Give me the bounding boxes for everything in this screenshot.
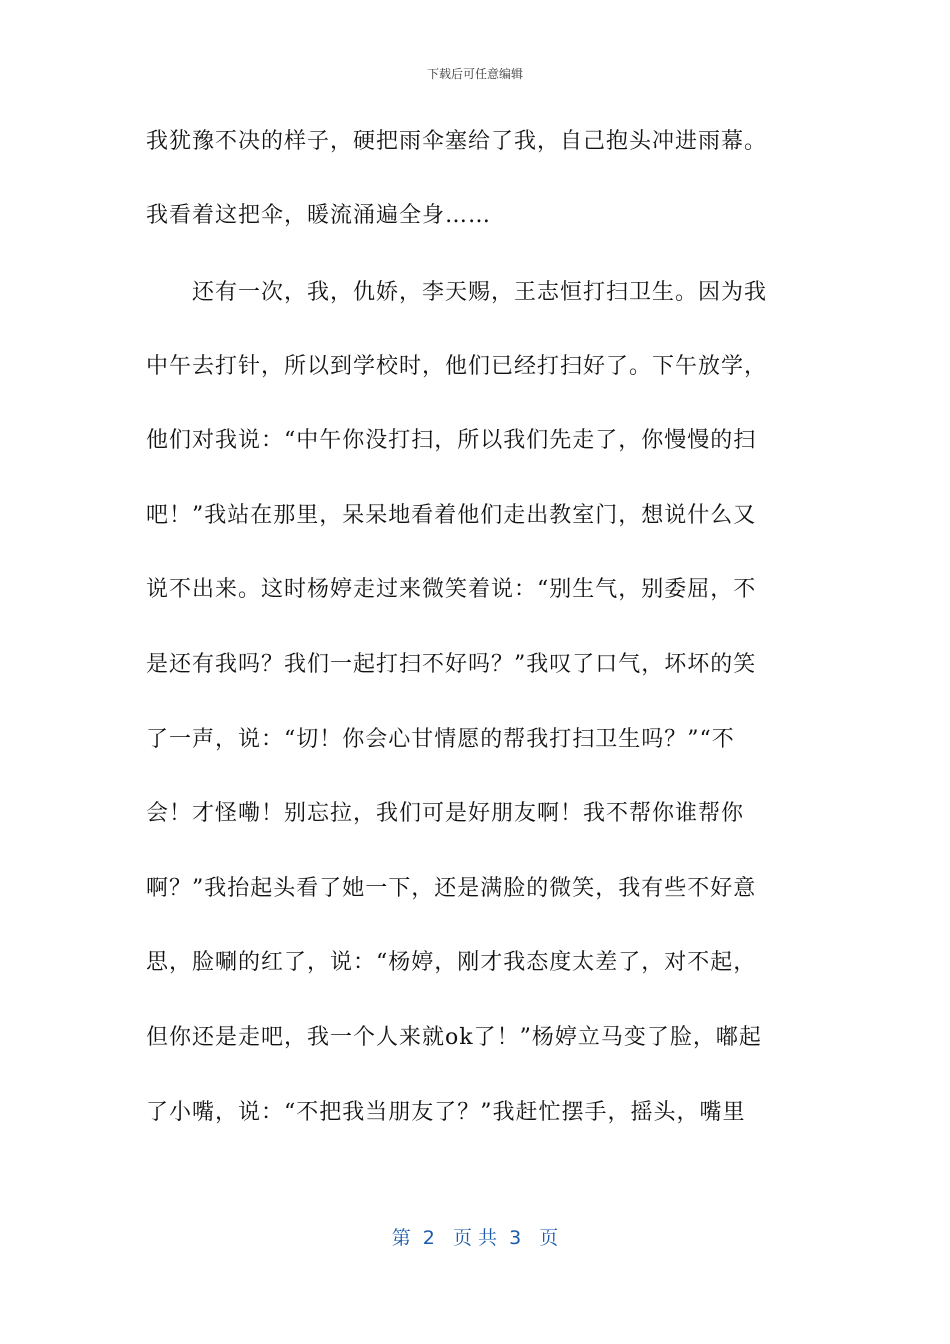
page-header: 下载后可任意编辑 [426,67,523,81]
text-line: 我看着这把伞，暖流涌遍全身…… [146,203,492,228]
text-line: 了一声，说：“切！你会心甘情愿的帮我打扫卫生吗？”“不 [146,727,735,752]
text-line: 吧！”我站在那里，呆呆地看着他们走出教室门，想说什么又 [146,503,757,528]
text-line-paragraph-start: 还有一次，我，仇娇，李天赐，王志恒打扫卫生。因为我 [192,280,768,305]
text-line: 但你还是走吧，我一个人来就ok了！”杨婷立马变了脸，嘟起 [146,1025,762,1050]
text-line: 说不出来。这时杨婷走过来微笑着说：“别生气，别委屈，不 [146,577,757,602]
text-line: 中午去打针，所以到学校时，他们已经打扫好了。下午放学， [146,354,768,379]
text-line: 会！才怪嘞！别忘拉，我们可是好朋友啊！我不帮你谁帮你 [146,801,745,826]
text-line: 思，脸唰的红了，说：“杨婷，刚才我态度太差了，对不起， [146,950,757,975]
text-line: 啊？”我抬起头看了她一下，还是满脸的微笑，我有些不好意 [146,876,757,901]
text-line: 了小嘴，说：“不把我当朋友了？”我赶忙摆手，摇头，嘴里 [146,1100,746,1125]
text-line: 是还有我吗？我们一起打扫不好吗？”我叹了口气，坏坏的笑 [146,652,757,677]
text-line: 他们对我说：“中午你没打扫，所以我们先走了，你慢慢的扫 [146,428,757,453]
page-number-footer: 第 2 页 共 3 页 [391,1227,559,1249]
text-line: 我犹豫不决的样子，硬把雨伞塞给了我，自己抱头冲进雨幕。 [146,129,768,154]
